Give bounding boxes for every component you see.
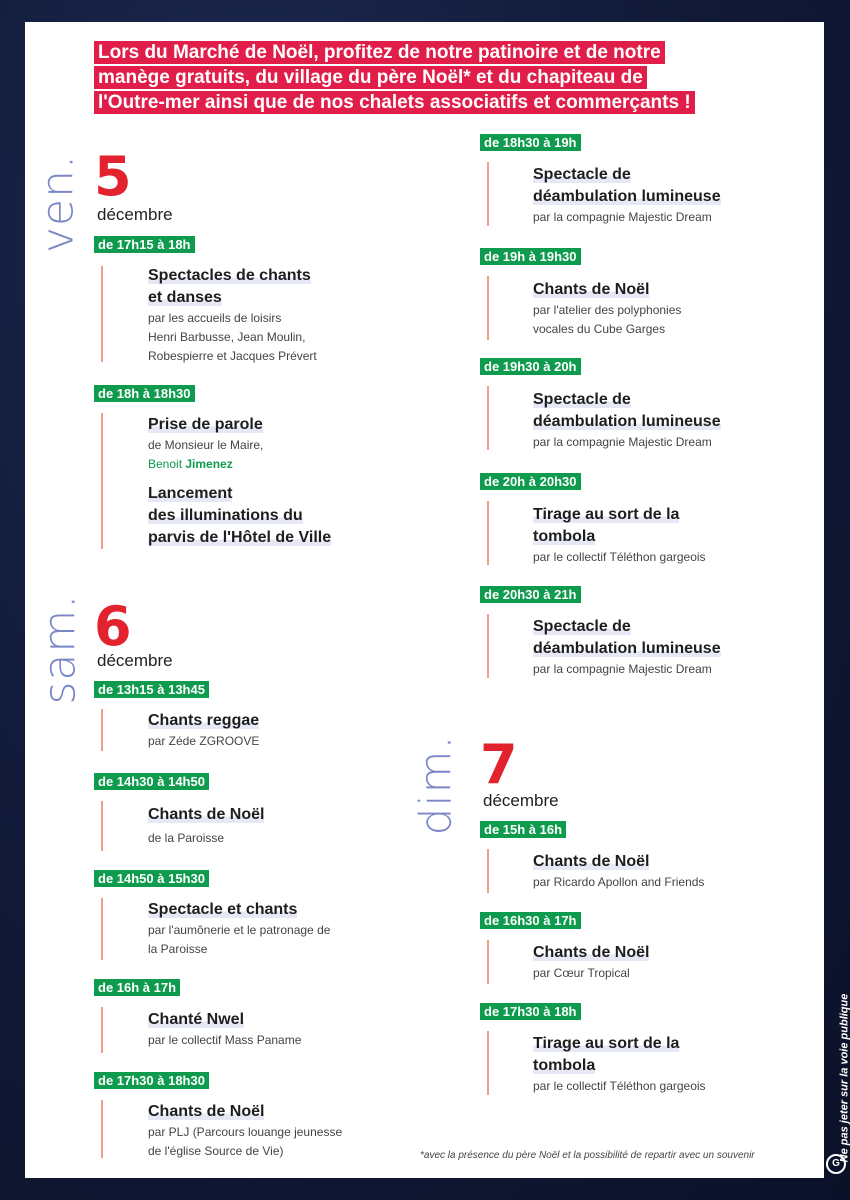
event-item xyxy=(533,164,783,227)
time-slot: de 17h15 à 18h xyxy=(94,236,195,253)
time-slot: de 20h30 à 21h xyxy=(480,586,581,603)
event-title: tombola xyxy=(533,1057,596,1074)
time-slot: de 18h à 18h30 xyxy=(94,385,195,402)
event-title: Spectacles de chants xyxy=(148,267,311,284)
event-item xyxy=(148,710,398,751)
event-title: tombola xyxy=(533,528,596,545)
event-item xyxy=(148,265,378,366)
event-desc: par la compagnie Majestic Dream xyxy=(533,435,712,449)
day-month-friday: décembre xyxy=(97,205,173,224)
day-name-sunday: dim. xyxy=(410,734,462,836)
event-title: parvis de l'Hôtel de Ville xyxy=(148,529,332,546)
event-divider xyxy=(101,413,103,549)
day-number-friday: 5 xyxy=(94,145,132,208)
event-title: Spectacle et chants xyxy=(148,901,298,918)
event-item xyxy=(533,504,783,567)
event-desc: par PLJ (Parcours louange jeunesse xyxy=(148,1125,343,1139)
event-item xyxy=(533,1033,783,1096)
time-slot: de 20h à 20h30 xyxy=(480,473,581,490)
event-desc: par Cœur Tropical xyxy=(533,966,630,980)
event-item xyxy=(148,899,378,959)
event-item xyxy=(148,1101,388,1161)
event-item xyxy=(533,389,783,452)
event-title: Chants de Noël xyxy=(148,1103,265,1120)
event-divider xyxy=(101,1100,103,1158)
event-title: Chants de Noël xyxy=(533,944,650,961)
event-title: Chants de Noël xyxy=(148,806,265,823)
day-name-saturday: sam. xyxy=(34,593,86,705)
event-desc: de l'église Source de Vie) xyxy=(148,1144,284,1158)
time-slot: de 16h30 à 17h xyxy=(480,912,581,929)
event-item xyxy=(533,279,783,339)
event-desc: par l'aumônerie et le patronage de xyxy=(148,923,331,937)
event-divider xyxy=(101,709,103,751)
event-desc: Robespierre et Jacques Prévert xyxy=(148,349,317,363)
event-divider xyxy=(487,501,489,565)
time-slot: de 15h à 16h xyxy=(480,821,566,838)
event-title: et danses xyxy=(148,289,222,306)
event-divider xyxy=(101,1007,103,1053)
event-title: Chants reggae xyxy=(148,712,260,729)
event-title: des illuminations du xyxy=(148,507,303,524)
time-slot: de 13h15 à 13h45 xyxy=(94,681,209,698)
event-desc: par Ricardo Apollon and Friends xyxy=(533,875,705,889)
headline-banner xyxy=(94,40,774,115)
time-slot: de 14h50 à 15h30 xyxy=(94,870,209,887)
event-divider xyxy=(487,940,489,984)
day-name-friday: ven. xyxy=(32,154,84,253)
day-month-saturday: décembre xyxy=(97,651,173,670)
event-title: Spectacle de xyxy=(533,618,631,635)
event-divider xyxy=(487,162,489,226)
day-number-sunday: 7 xyxy=(480,733,518,796)
event-desc: par le collectif Mass Paname xyxy=(148,1033,302,1047)
time-slot: de 18h30 à 19h xyxy=(480,134,581,151)
event-desc: vocales du Cube Garges xyxy=(533,322,666,336)
event-divider xyxy=(487,614,489,678)
event-desc: par Zéde ZGROOVE xyxy=(148,734,260,748)
event-desc: de la Paroisse xyxy=(148,831,225,845)
event-divider xyxy=(101,801,103,851)
event-desc: par l'atelier des polyphonies xyxy=(533,303,682,317)
event-title: Chanté Nwel xyxy=(148,1011,245,1028)
mayor-last-name: Jimenez xyxy=(185,457,233,471)
event-desc: par la compagnie Majestic Dream xyxy=(533,210,712,224)
event-title: Lancement xyxy=(148,485,233,502)
event-desc: par le collectif Téléthon gargeois xyxy=(533,1079,706,1093)
footnote: *avec la présence du père Noël et la possibilité de repartir avec un souvenir xyxy=(420,1150,755,1161)
time-slot: de 17h30 à 18h30 xyxy=(94,1072,209,1089)
event-title: Chants de Noël xyxy=(533,853,650,870)
event-divider xyxy=(487,849,489,893)
day-month-sunday: décembre xyxy=(483,791,559,810)
event-desc: de Monsieur le Maire, xyxy=(148,438,264,452)
event-item xyxy=(148,804,398,848)
event-divider xyxy=(101,266,103,362)
time-slot: de 17h30 à 18h xyxy=(480,1003,581,1020)
event-desc: par la compagnie Majestic Dream xyxy=(533,662,712,676)
day-number-saturday: 6 xyxy=(94,595,132,658)
event-item xyxy=(148,1009,398,1050)
event-title: déambulation lumineuse xyxy=(533,188,721,205)
city-logo: G xyxy=(826,1154,846,1174)
event-title: déambulation lumineuse xyxy=(533,640,721,657)
event-title: Spectacle de xyxy=(533,166,631,183)
event-title: Tirage au sort de la xyxy=(533,506,680,523)
event-item xyxy=(533,616,783,679)
headline-line-1: Lors du Marché de Noël, profitez de notre patinoire et de notre xyxy=(94,41,665,64)
event-title: Chants de Noël xyxy=(533,281,650,298)
time-slot: de 14h30 à 14h50 xyxy=(94,773,209,790)
event-title: Tirage au sort de la xyxy=(533,1035,680,1052)
time-slot: de 19h à 19h30 xyxy=(480,248,581,265)
headline-line-2: manège gratuits, du village du père Noël* et du chapiteau de xyxy=(94,66,647,89)
headline-line-3: l'Outre-mer ainsi que de nos chalets associatifs et commerçants ! xyxy=(94,91,695,114)
event-title: déambulation lumineuse xyxy=(533,413,721,430)
event-title: Spectacle de xyxy=(533,391,631,408)
event-item xyxy=(533,942,783,983)
event-desc: Henri Barbusse, Jean Moulin, xyxy=(148,330,306,344)
mayor-first-name: Benoit xyxy=(148,457,183,471)
event-divider xyxy=(487,1031,489,1095)
event-desc: par le collectif Téléthon gargeois xyxy=(533,550,706,564)
event-desc: par les accueils de loisirs xyxy=(148,311,282,325)
event-desc: la Paroisse xyxy=(148,942,208,956)
time-slot: de 19h30 à 20h xyxy=(480,358,581,375)
event-item xyxy=(533,851,783,892)
time-slot: de 16h à 17h xyxy=(94,979,180,996)
event-divider xyxy=(487,276,489,340)
event-title: Prise de parole xyxy=(148,416,263,433)
event-divider xyxy=(101,898,103,960)
event-divider xyxy=(487,386,489,450)
event-item xyxy=(148,414,388,549)
litter-notice: Ne pas jeter sur la voie publique xyxy=(838,993,850,1163)
